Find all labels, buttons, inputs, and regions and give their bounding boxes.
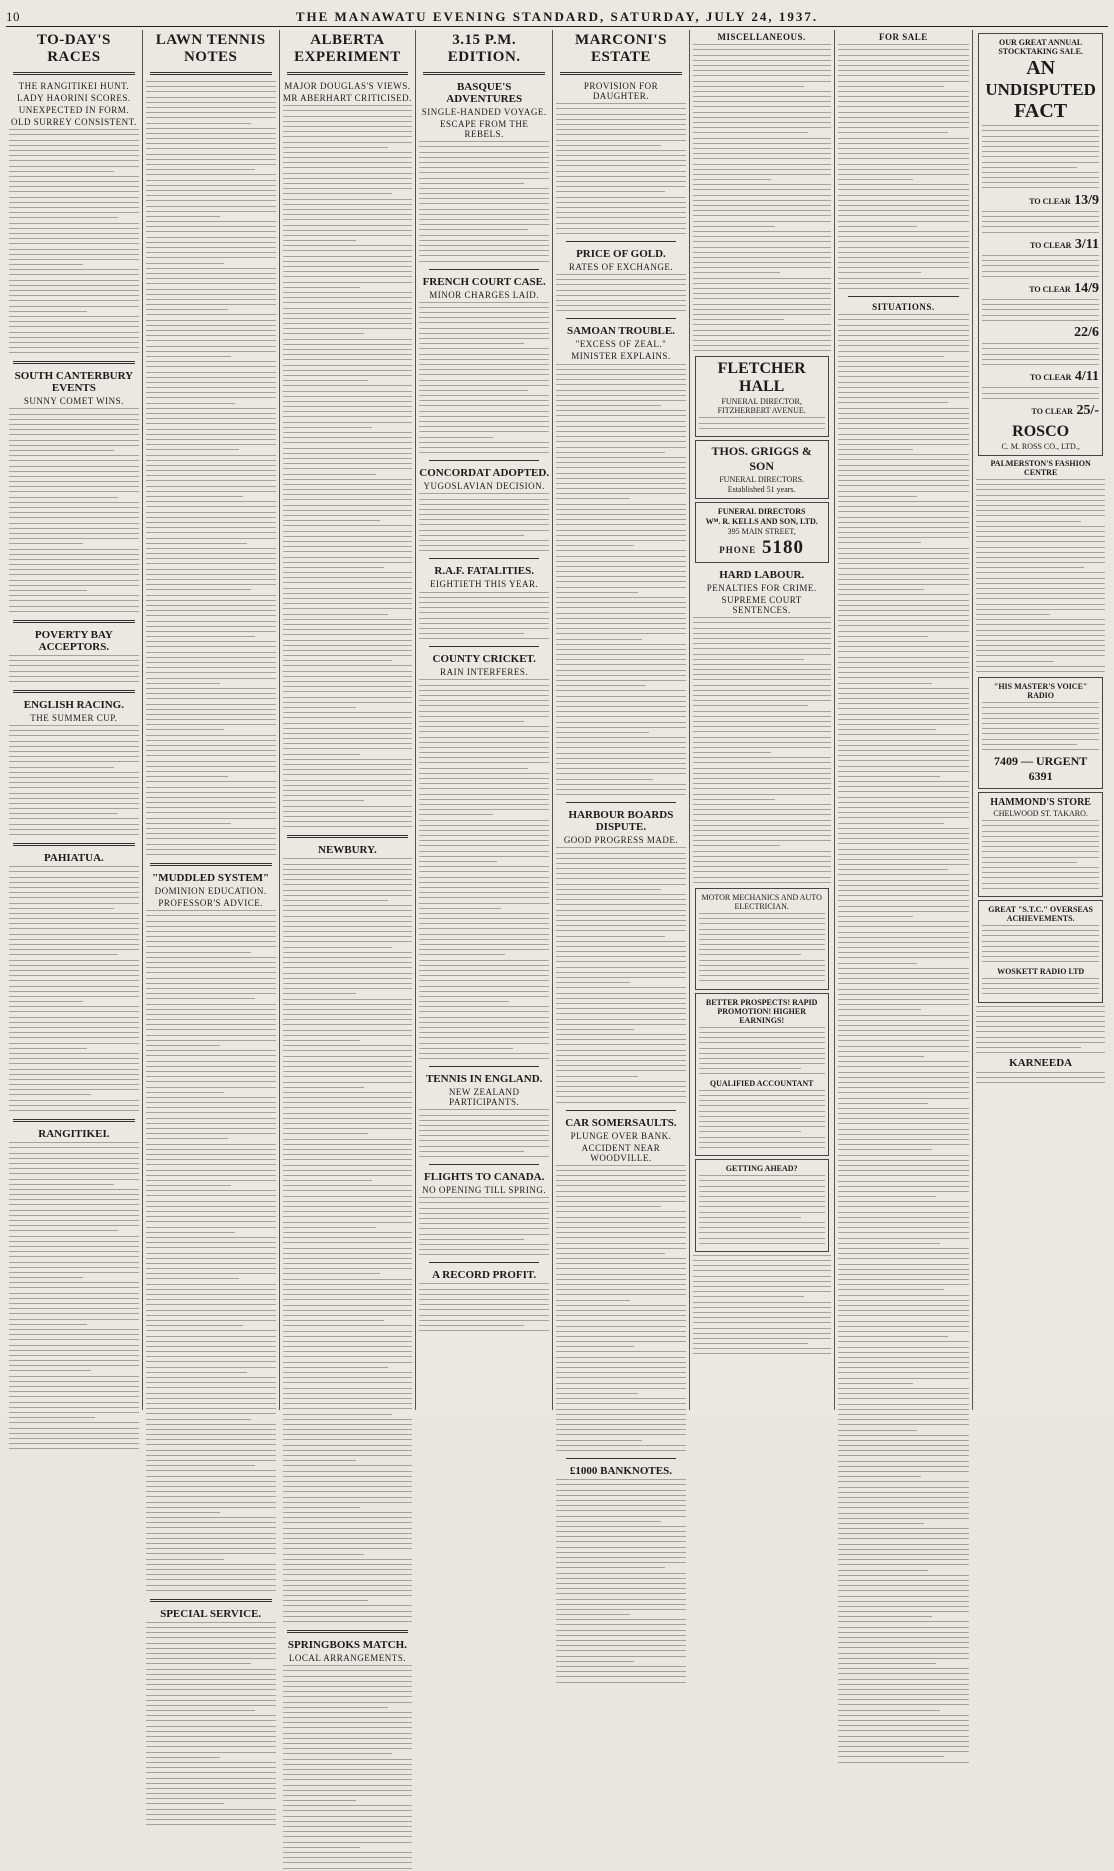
- headline-record-profit: A RECORD PROFIT.: [432, 1269, 537, 1282]
- headline-springboks: SPRINGBOKS MATCH.: [287, 1639, 407, 1651]
- ad-hammond: HAMMOND'S STORE CHELWOOD ST. TAKARO.: [978, 792, 1103, 897]
- body-text-block: [146, 1622, 276, 1827]
- subhead: THE RANGITIKEI HUNT.: [18, 81, 130, 91]
- body-text-block: [9, 408, 139, 613]
- subhead: SINGLE-HANDED VOYAGE.: [421, 107, 547, 117]
- body-text-block: [9, 655, 139, 684]
- body-text-block: [982, 125, 1099, 170]
- subhead: "EXCESS OF ZEAL.": [575, 339, 667, 350]
- body-text-block: [146, 910, 276, 1593]
- body-text-block: [283, 1665, 413, 1870]
- column-edition: [416, 30, 553, 1410]
- headline-samoan: SAMOAN TROUBLE.: [566, 325, 675, 338]
- body-text-block: [982, 343, 1099, 367]
- body-text-block: [283, 105, 413, 829]
- subhead: ACCIDENT NEAR WOODVILLE.: [581, 1142, 661, 1163]
- ad-radio: "HIS MASTER'S VOICE" RADIO 7409 — URGENT 6391: [978, 677, 1103, 789]
- subhead: GOOD PROGRESS MADE.: [563, 835, 679, 846]
- body-text-block: [9, 725, 139, 837]
- price: 3/11: [1074, 236, 1100, 252]
- subhead: ESCAPE FROM THE REBELS.: [440, 119, 529, 139]
- subhead: OLD SURREY CONSISTENT.: [11, 117, 137, 127]
- ad-stc: GREAT "S.T.C." OVERSEAS ACHIEVEMENTS. WOSKETT RADIO LTD: [978, 900, 1103, 1003]
- headline-english-racing: ENGLISH RACING.: [23, 698, 124, 711]
- ad-griggs: THOS. GRIGGS & SON FUNERAL DIRECTORS. Established 51 years.: [695, 440, 829, 499]
- headline-gold: PRICE OF GOLD.: [576, 247, 666, 260]
- section-situations: SITUATIONS.: [872, 302, 935, 312]
- body-text-block: [283, 858, 413, 1624]
- subhead: PROVISION FOR DAUGHTER.: [583, 81, 659, 101]
- body-text-block: [982, 172, 1099, 191]
- column-ads: OUR GREAT ANNUAL STOCKTAKING SALE. AN UNDISPUTED FACT TO CLEAR 13/9 TO CLEAR 3/11 TO CLEAR 14/9 22/6 TO CLEAR 4/11 TO CLEAR 25/- ROSCO C. M. ROSS CO., LTD., PALMERSTON'S FASHION CENTRE "HIS MASTER'S VOICE" RADIO 7409 — URGENT 6391 HAMMOND'S STORE CHELWOOD ST. TAKARO. GREAT "S.T.C." OVERSEAS ACHIEVEMENTS. WOSKETT RADIO LTD KARNEEDA: [973, 30, 1108, 1410]
- headline-special-service: SPECIAL SERVICE.: [160, 1607, 262, 1620]
- body-text-block: [699, 1175, 825, 1245]
- headline-car: CAR SOMERSAULTS.: [565, 1116, 677, 1129]
- body-text-block: [419, 679, 549, 1061]
- subhead: MR ABERHART CRITICISED.: [282, 93, 412, 103]
- ad-getting-ahead: GETTING AHEAD?: [695, 1159, 829, 1252]
- phone-number: 5180: [762, 537, 805, 558]
- headline-muddled-system: "MUDDLED SYSTEM": [152, 871, 270, 884]
- body-text-block: [419, 141, 549, 263]
- body-text-block: [982, 820, 1099, 890]
- ad-karneeda: KARNEEDA: [1009, 1057, 1073, 1070]
- body-text-block: [982, 978, 1099, 997]
- body-text-block: [556, 274, 686, 313]
- body-text-block: [982, 255, 1099, 279]
- body-text-block: [693, 44, 831, 353]
- body-text-block: [9, 866, 139, 1113]
- body-text-block: [982, 387, 1099, 400]
- headline-raf: R.A.F. FATALITIES.: [434, 565, 534, 578]
- headline-newbury: NEWBURY.: [318, 844, 377, 857]
- headline-banknotes: £1000 BANKNOTES.: [569, 1465, 672, 1477]
- body-text-block: [419, 1109, 549, 1159]
- body-text-block: [556, 1165, 686, 1453]
- headline-tennis-england: TENNIS IN ENGLAND.: [425, 1073, 543, 1086]
- ad-title: FLETCHER HALL: [717, 360, 806, 396]
- headline-edition: 3.15 P.M. EDITION.: [447, 32, 521, 65]
- masthead-title: THE MANAWATU EVENING STANDARD, SATURDAY, JULY 24, 1937.: [295, 9, 819, 24]
- column-alberta: [280, 30, 417, 1663]
- headline-county-cricket: COUNTY CRICKET.: [432, 653, 536, 666]
- column-races: [6, 30, 143, 1410]
- body-text-block: [693, 1255, 831, 1357]
- body-text-block: [556, 1479, 686, 1684]
- subhead: EIGHTIETH THIS YEAR.: [430, 579, 539, 590]
- headline-harbour: HARBOUR BOARDS DISPUTE.: [568, 809, 674, 834]
- headline-hard-labour: HARD LABOUR.: [719, 569, 805, 581]
- headline-pahiatua: PAHIATUA.: [43, 852, 104, 864]
- headline-french-court: FRENCH COURT CASE.: [422, 275, 546, 288]
- body-text-block: [976, 1072, 1105, 1085]
- subhead: PLUNGE OVER BANK.: [570, 1130, 672, 1141]
- body-text-block: [699, 417, 825, 430]
- headline-alberta: ALBERTA EXPERIMENT: [294, 32, 401, 65]
- subhead: RATES OF EXCHANGE.: [568, 261, 674, 272]
- price: 4/11: [1074, 369, 1100, 385]
- body-text-block: [699, 1090, 825, 1150]
- body-text-block: [976, 479, 1105, 674]
- headline-concordat: CONCORDAT ADOPTED.: [419, 467, 550, 480]
- subhead: NEW ZEALAND PARTICIPANTS.: [448, 1087, 520, 1108]
- subhead: MINOR CHARGES LAID.: [429, 289, 540, 300]
- subhead: PROFESSOR'S ADVICE.: [158, 897, 263, 908]
- ad-stocktaking: OUR GREAT ANNUAL STOCKTAKING SALE. AN UNDISPUTED FACT TO CLEAR 13/9 TO CLEAR 3/11 TO CLEAR 14/9 22/6 TO CLEAR 4/11 TO CLEAR 25/- ROSCO C. M. ROSS CO., LTD.,: [978, 33, 1103, 456]
- section-for-sale: FOR SALE: [879, 32, 928, 42]
- body-text-block: [699, 1027, 825, 1077]
- body-text-block: [982, 211, 1099, 235]
- body-text-block: [9, 1142, 139, 1451]
- body-text-block: [419, 1283, 549, 1333]
- headline-south-canterbury: SOUTH CANTERBURY EVENTS: [14, 370, 134, 395]
- subhead: MINISTER EXPLAINS.: [571, 351, 671, 362]
- price: 25/-: [1076, 402, 1100, 418]
- price: 13/9: [1074, 192, 1100, 208]
- subhead: DOMINION EDUCATION.: [154, 885, 267, 896]
- body-text-block: [556, 847, 686, 1104]
- subhead: YUGOSLAVIAN DECISION.: [423, 481, 545, 492]
- ad-fletcher: FLETCHER HALL FUNERAL DIRECTOR, FITZHERBERT AVENUE.: [695, 356, 829, 437]
- subhead: NO OPENING TILL SPRING.: [422, 1185, 547, 1195]
- body-text-block: [838, 314, 970, 1764]
- subhead: LOCAL ARRANGEMENTS.: [288, 1653, 406, 1663]
- body-text-block: [976, 1006, 1105, 1056]
- headline-marconi: MARCONI'S ESTATE: [574, 32, 667, 65]
- price: 22/6: [1074, 325, 1100, 340]
- subhead: SUNNY COMET WINS.: [23, 396, 124, 407]
- column-misc: MISCELLANEOUS. FLETCHER HALL FUNERAL DIRECTOR, FITZHERBERT AVENUE. THOS. GRIGGS & SON FUNERAL DIRECTORS. Established 51 years. FUNERAL DIRECTORS Wᴹ. R. KELLS AND SON, LTD. 395 MAIN STREET, PHONE 5180 HARD LABOUR. PENALTIES FOR CRIME. SUPREME COURT SENTENCES. MOTOR MECHANICS AND AUTO ELECTRICIAN. BETTER PROSPECTS! RAPID PROMOTION! HIGHER EARNINGS! QUALIFIED ACCOUNTANT GETTING AHEAD?: [690, 30, 835, 1410]
- body-text-block: [693, 617, 831, 885]
- headline-lawn-tennis: LAWN TENNIS NOTES: [155, 32, 266, 65]
- body-text-block: [556, 103, 686, 236]
- body-text-block: [9, 129, 139, 355]
- column-marconi: [553, 30, 690, 1477]
- page-number: 10: [6, 9, 20, 24]
- body-text-block: [419, 493, 549, 553]
- headline-basque: BASQUE'S ADVENTURES: [446, 81, 523, 105]
- body-text-block: [699, 913, 825, 983]
- headline-races: TO-DAY'S RACES: [36, 32, 111, 65]
- masthead: [6, 8, 1108, 27]
- headline-poverty-bay: POVERTY BAY ACCEPTORS.: [34, 628, 113, 653]
- subhead: MAJOR DOUGLAS'S VIEWS.: [284, 81, 411, 91]
- body-text-block: [838, 44, 970, 291]
- body-text-block: [982, 702, 1099, 752]
- ad-motor: MOTOR MECHANICS AND AUTO ELECTRICIAN.: [695, 888, 829, 990]
- ad-kells: FUNERAL DIRECTORS Wᴹ. R. KELLS AND SON, LTD. 395 MAIN STREET, PHONE 5180: [695, 502, 829, 563]
- column-tennis: [143, 30, 280, 1620]
- subhead: UNEXPECTED IN FORM.: [18, 105, 130, 115]
- ad-rosco: ROSCO: [1012, 422, 1070, 440]
- price: 14/9: [1074, 280, 1100, 296]
- body-text-block: [982, 925, 1099, 964]
- body-text-block: [419, 592, 549, 642]
- column-for-sale: [835, 30, 974, 1410]
- body-text-block: [419, 302, 549, 455]
- headline-rangitikei: RANGITIKEI.: [38, 1128, 110, 1140]
- section-misc: MISCELLANEOUS.: [717, 32, 806, 42]
- body-text-block: [146, 81, 276, 857]
- subhead: LADY HAORINI SCORES.: [17, 93, 131, 103]
- headline-flights-canada: FLIGHTS TO CANADA.: [424, 1171, 545, 1183]
- body-text-block: [556, 364, 686, 798]
- body-text-block: [982, 299, 1099, 323]
- subhead: THE SUMMER CUP.: [30, 712, 118, 723]
- subhead: RAIN INTERFERES.: [440, 667, 529, 678]
- ad-prospects: BETTER PROSPECTS! RAPID PROMOTION! HIGHER EARNINGS! QUALIFIED ACCOUNTANT: [695, 993, 829, 1157]
- body-text-block: [419, 1197, 549, 1257]
